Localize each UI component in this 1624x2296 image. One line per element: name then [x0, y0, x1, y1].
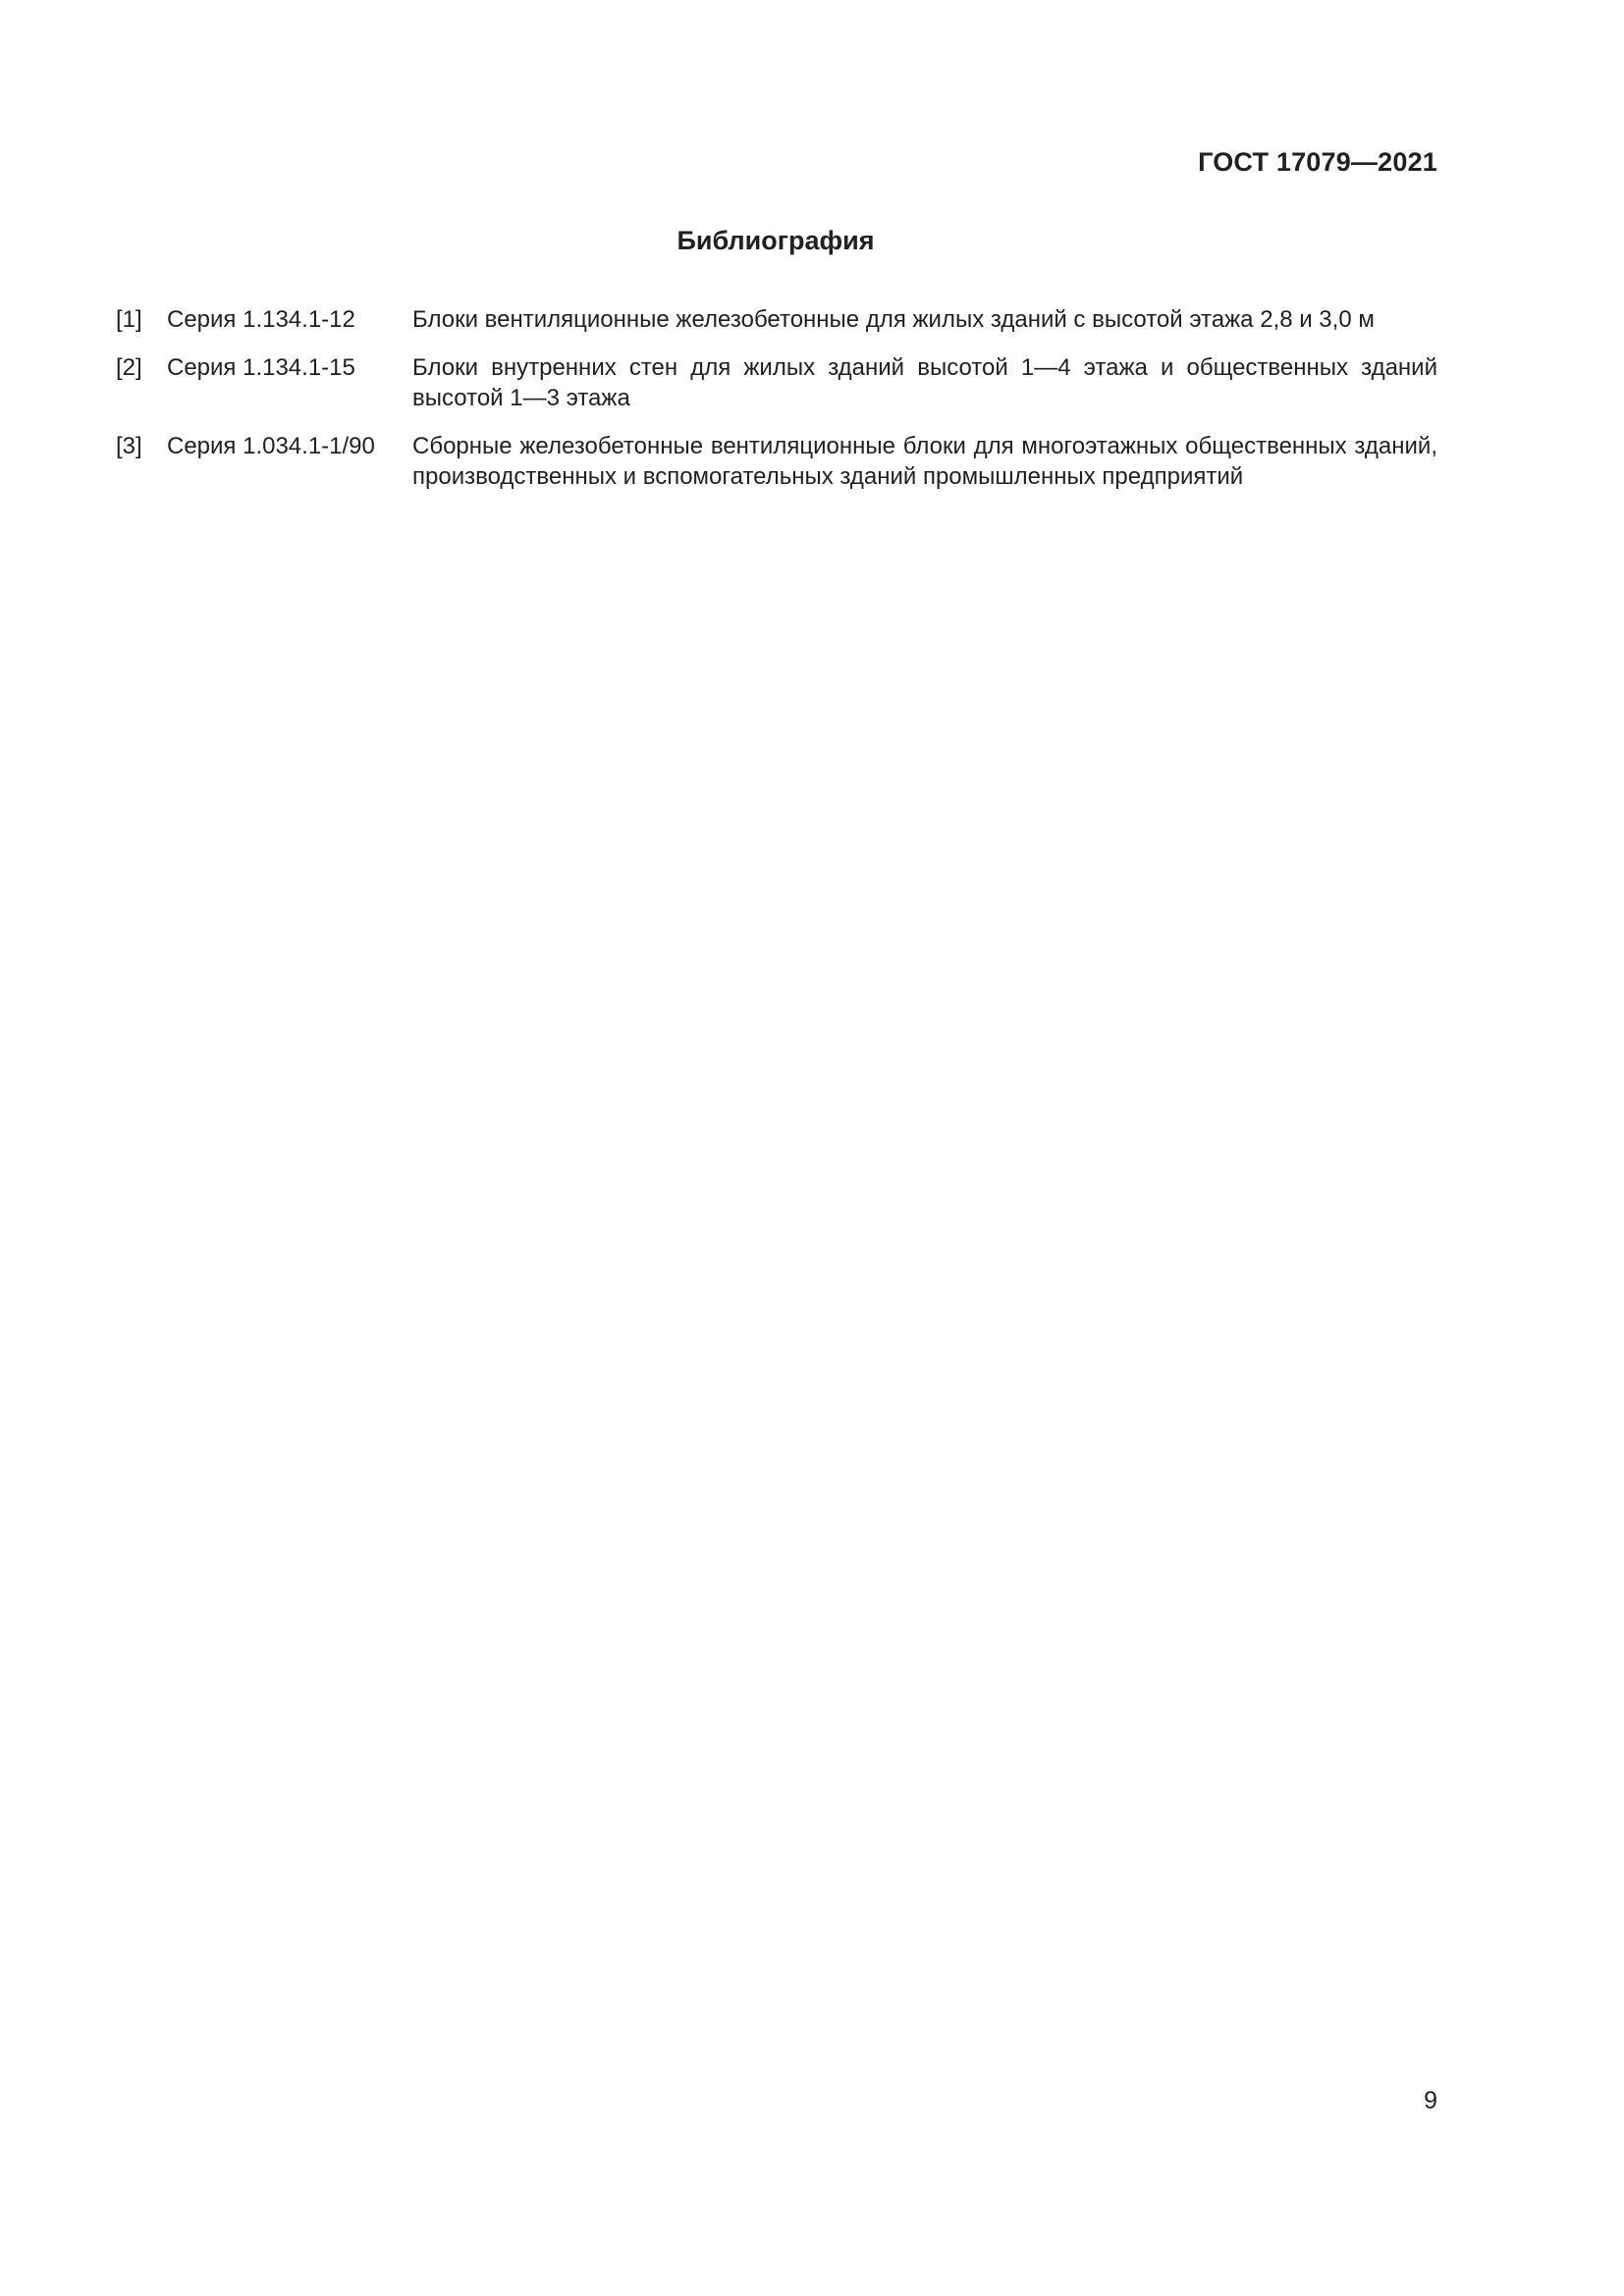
- entry-series: Серия 1.134.1-15: [167, 354, 355, 381]
- entry-title: Блоки вентиляционные железобетонные для жилых зданий с высотой этажа 2,8 и 3,0 м: [412, 306, 1375, 333]
- entry-number: [2]: [116, 354, 142, 381]
- entry-title: Блоки внутренних стен для жилых зданий высотой 1—4 этажа и общественных зданий высотой 1—3 этажа: [412, 354, 1437, 411]
- bibliography-entry: [116, 304, 1437, 335]
- section-title: Библиография: [677, 226, 875, 255]
- bibliography-entry: [116, 431, 1437, 492]
- entry-number: [3]: [116, 433, 142, 459]
- entry-number: [1]: [116, 306, 142, 333]
- document-code: ГОСТ 17079—2021: [1198, 147, 1437, 177]
- entry-series: Серия 1.134.1-12: [167, 306, 355, 333]
- entry-title: Сборные железобетонные вентиляционные блоки для многоэтажных общественных зданий, производственных и вспомогательных зданий промышленных предприятий: [412, 433, 1437, 490]
- page-number: 9: [1424, 2087, 1437, 2114]
- bibliography-entry: [116, 352, 1437, 413]
- entry-series: Серия 1.034.1-1/90: [167, 433, 375, 459]
- bibliography-list: [116, 304, 1437, 509]
